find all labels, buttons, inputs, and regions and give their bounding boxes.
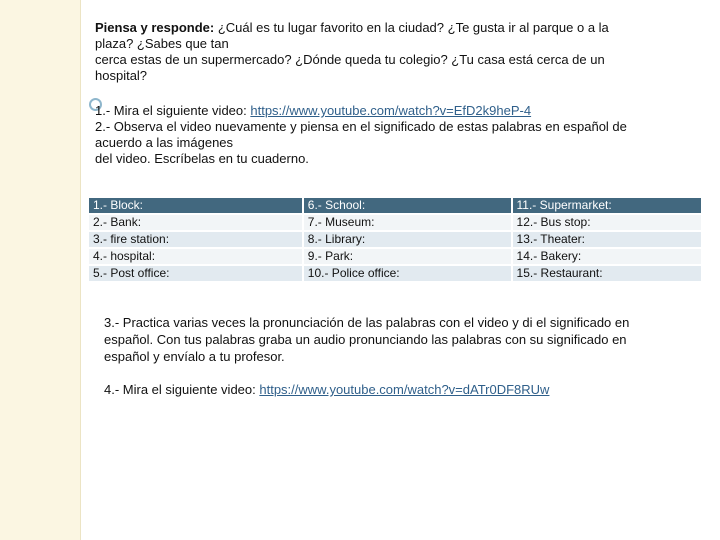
table-cell: 12.- Bus stop:	[513, 215, 701, 230]
table-cell: 15.- Restaurant:	[513, 266, 701, 281]
table-cell: 5.- Post office:	[89, 266, 302, 281]
table-cell: 13.- Theater:	[513, 232, 701, 247]
step3-paragraph	[104, 314, 684, 365]
intro-prompt: Piensa y responde:	[95, 20, 215, 35]
intro-line-4: hospital?	[95, 68, 148, 83]
table-row	[89, 215, 701, 230]
table-cell: 2.- Bank:	[89, 215, 302, 230]
vocabulary-table	[87, 196, 703, 283]
table-cell: 11.- Supermarket:	[513, 198, 701, 213]
table-cell: 3.- fire station:	[89, 232, 302, 247]
decorative-side-band	[0, 0, 81, 540]
table-row	[89, 232, 701, 247]
step2-line-1: 2.- Observa el video nuevamente y piensa en el significado de estas palabras en español de	[95, 119, 627, 134]
table-cell: 10.- Police office:	[304, 266, 511, 281]
video-link-1[interactable]: https://www.youtube.com/watch?v=EfD2k9heP-4	[250, 103, 532, 118]
step3-line-3: español y envíalo a tu profesor.	[104, 349, 285, 364]
intro-line-1: ¿Cuál es tu lugar favorito en la ciudad? ¿Te gusta ir al parque o a la	[214, 20, 609, 35]
step4-text: 4.- Mira el siguiente video:	[104, 382, 260, 397]
intro-paragraph	[95, 20, 695, 84]
step2-line-3: del video. Escríbelas en tu cuaderno.	[95, 151, 309, 166]
instructions-block	[95, 103, 705, 167]
step2-line-2: acuerdo a las imágenes	[95, 135, 234, 150]
table-cell: 9.- Park:	[304, 249, 511, 264]
step4-paragraph	[104, 382, 704, 398]
intro-line-3: cerca estas de un supermercado? ¿Dónde queda tu colegio? ¿Tu casa está cerca de un	[95, 52, 605, 67]
step3-line-1: 3.- Practica varias veces la pronunciación de las palabras con el video y di el significado en	[104, 315, 630, 330]
table-cell: 6.- School:	[304, 198, 511, 213]
table-row	[89, 198, 701, 213]
table-cell: 1.- Block:	[89, 198, 302, 213]
table-row	[89, 266, 701, 281]
step1-text: 1.- Mira el siguiente video:	[95, 103, 251, 118]
intro-line-2: plaza? ¿Sabes que tan	[95, 36, 229, 51]
video-link-2[interactable]: https://www.youtube.com/watch?v=dATr0DF8RUw	[259, 382, 550, 397]
table-cell: 8.- Library:	[304, 232, 511, 247]
table-cell: 14.- Bakery:	[513, 249, 701, 264]
table-cell: 7.- Museum:	[304, 215, 511, 230]
table-row	[89, 249, 701, 264]
vocabulary-table-body	[89, 198, 701, 281]
step3-line-2: español. Con tus palabras graba un audio pronunciando las palabras con su significado en	[104, 332, 627, 347]
table-cell: 4.- hospital:	[89, 249, 302, 264]
